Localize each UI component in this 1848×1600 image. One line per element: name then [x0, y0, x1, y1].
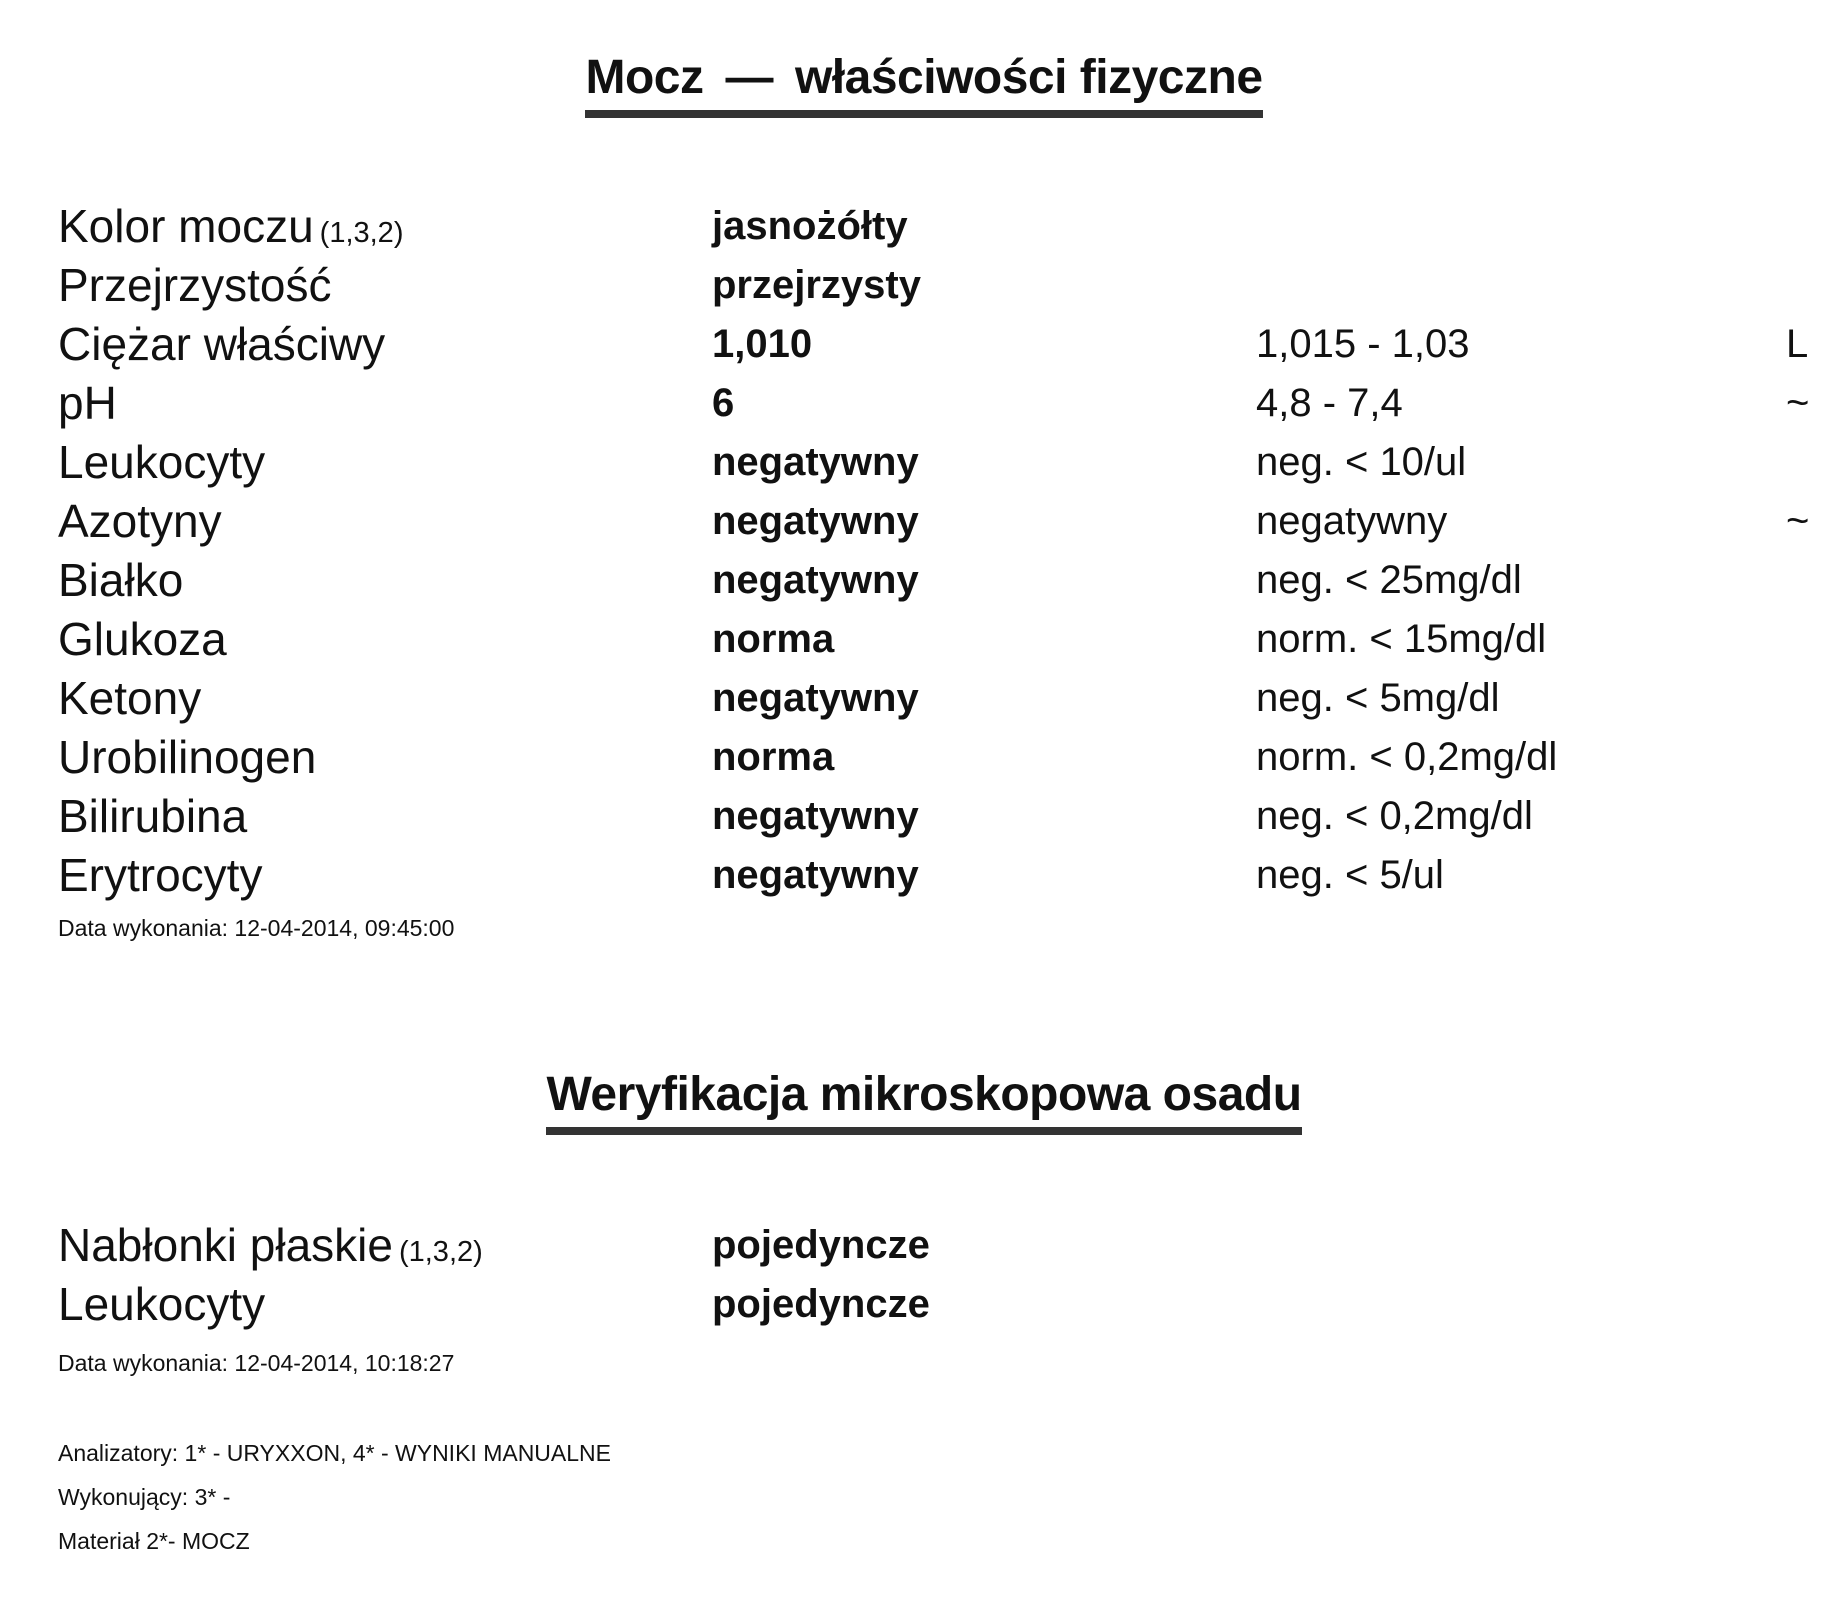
result-label: Leukocyty: [58, 1278, 266, 1330]
reference-range: neg. < 0,2mg/dl: [1256, 794, 1533, 838]
reference-range: norm. < 15mg/dl: [1256, 617, 1547, 661]
result-value: negatywny: [712, 558, 919, 602]
result-value: jasnożółty: [712, 204, 908, 248]
result-row: [0, 845, 1848, 905]
result-value: przejrzysty: [712, 263, 921, 307]
result-value: negatywny: [712, 676, 919, 720]
reference-range: 4,8 - 7,4: [1256, 381, 1403, 425]
reference-range: norm. < 0,2mg/dl: [1256, 735, 1558, 779]
result-value: 6: [712, 381, 735, 425]
footer-analyzers: Analizatory: 1* - URYXXON, 4* - WYNIKI MANUALNE: [58, 1440, 611, 1466]
result-row: [0, 668, 1848, 728]
result-label: Glukoza: [58, 613, 227, 665]
result-row: [0, 1215, 1848, 1275]
result-label: Erytrocyty: [58, 849, 263, 901]
result-label: Przejrzystość: [58, 259, 332, 311]
result-label: Białko: [58, 554, 184, 606]
execution-date-2: Data wykonania: 12-04-2014, 10:18:27: [58, 1350, 455, 1376]
analyzer-note: (1,3,2): [319, 217, 404, 249]
result-label: Urobilinogen: [58, 731, 317, 783]
result-value: norma: [712, 735, 835, 779]
result-label: pH: [58, 377, 117, 429]
result-value: negatywny: [712, 440, 919, 484]
result-row: [0, 609, 1848, 669]
result-value: norma: [712, 617, 835, 661]
result-value: 1,010: [712, 322, 813, 366]
result-flag: ~: [1786, 381, 1810, 425]
result-row: [0, 255, 1848, 315]
result-row: [0, 491, 1848, 551]
result-label: Kolor moczu (1,3,2): [58, 200, 404, 252]
reference-range: neg. < 5mg/dl: [1256, 676, 1500, 720]
reference-range: negatywny: [1256, 499, 1448, 543]
result-label: Leukocyty: [58, 436, 266, 488]
result-label: Bilirubina: [58, 790, 248, 842]
result-row: [0, 1274, 1848, 1334]
analyzer-note: (1,3,2): [398, 1236, 483, 1268]
result-value: negatywny: [712, 794, 919, 838]
section-title-microscopy: [0, 1065, 1848, 1135]
result-row: [0, 550, 1848, 610]
execution-date-1: Data wykonania: 12-04-2014, 09:45:00: [58, 915, 455, 941]
result-value: pojedyncze: [712, 1282, 930, 1326]
reference-range: neg. < 10/ul: [1256, 440, 1467, 484]
footer-material: Materiał 2*- MOCZ: [58, 1528, 250, 1554]
result-label: Ciężar właściwy: [58, 318, 386, 370]
reference-range: 1,015 - 1,03: [1256, 322, 1470, 366]
result-label: Ketony: [58, 672, 202, 724]
result-value: negatywny: [712, 499, 919, 543]
title-part-1: Mocz: [585, 51, 704, 104]
footer-performer: Wykonujący: 3* -: [58, 1484, 231, 1510]
result-value: pojedyncze: [712, 1223, 930, 1267]
title-part-2: właściwości fizyczne: [794, 51, 1263, 104]
result-row: [0, 786, 1848, 846]
result-flag: L: [1786, 322, 1809, 366]
result-label: Nabłonki płaskie (1,3,2): [58, 1219, 483, 1271]
result-value: negatywny: [712, 853, 919, 897]
section-title-physical-properties: [0, 48, 1848, 118]
title-dash: —: [725, 51, 773, 104]
result-row: [0, 373, 1848, 433]
title-text: Weryfikacja mikroskopowa osadu: [546, 1065, 1301, 1135]
result-row: [0, 727, 1848, 787]
result-row: [0, 432, 1848, 492]
result-flag: ~: [1786, 499, 1810, 543]
reference-range: neg. < 5/ul: [1256, 853, 1444, 897]
reference-range: neg. < 25mg/dl: [1256, 558, 1522, 602]
result-label: Azotyny: [58, 495, 222, 547]
result-row: [0, 196, 1848, 256]
result-row: [0, 314, 1848, 374]
